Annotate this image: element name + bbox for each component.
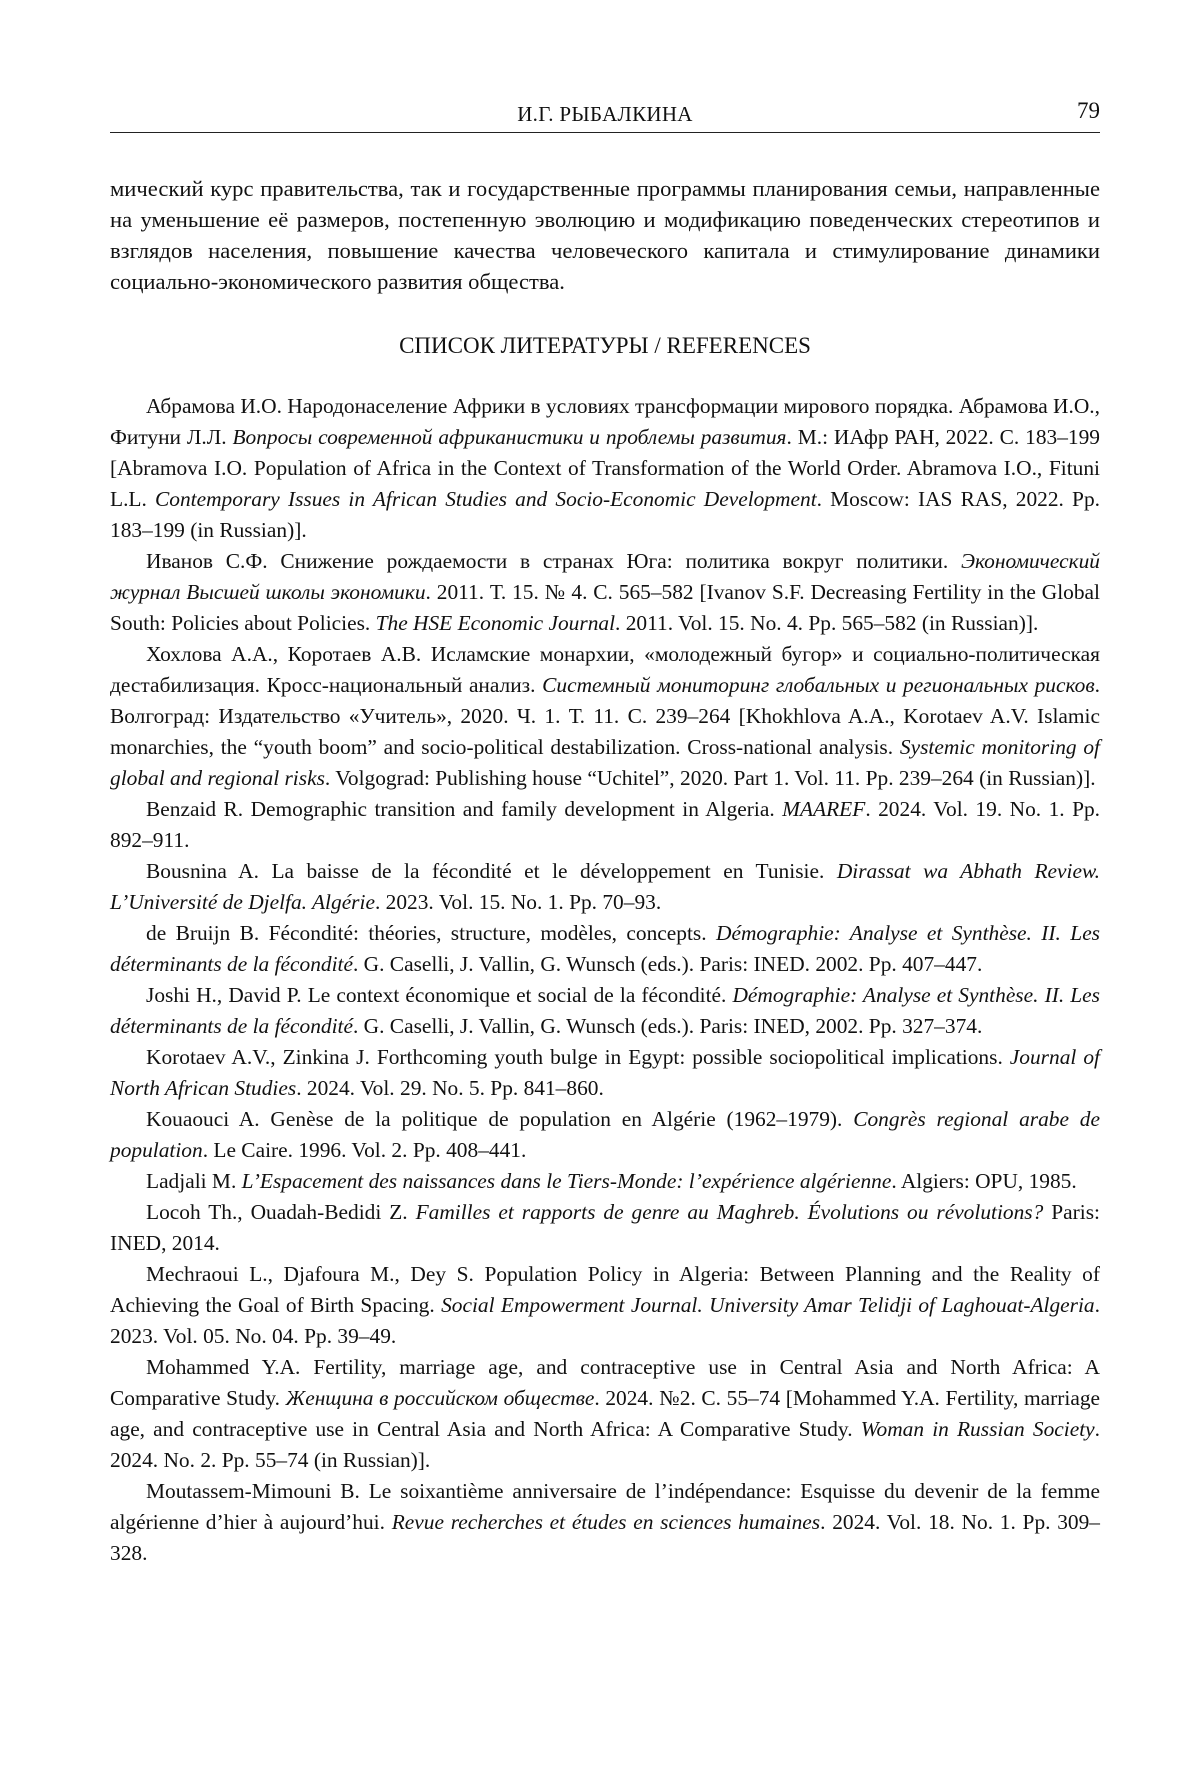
reference-text: Locoh Th., Ouadah-Bedidi Z.: [146, 1200, 416, 1224]
reference-text: . 2011. Vol. 15. No. 4. Pp. 565–582 (in Russian)].: [615, 611, 1039, 635]
running-header: [110, 96, 1100, 133]
reference-entry: [110, 1476, 1100, 1569]
reference-text: . 2024. Vol. 19. No. 1. Pp. 892–911.: [110, 797, 1101, 852]
reference-text: . 2024. №2. С. 55–74 [Mohammed Y.A. Fertility, marriage age, and contraceptive use in Central Asia and North Africa: A Comparative Study.: [110, 1386, 1101, 1441]
reference-text: . G. Caselli, J. Vallin, G. Wunsch (eds.). Paris: INED. 2002. Pp. 407–447.: [352, 952, 983, 976]
reference-text: Benzaid R. Demographic transition and family development in Algeria.: [146, 797, 783, 821]
reference-text: . Moscow: IAS RAS, 2022. Pp. 183–199 (in Russian)].: [110, 487, 1100, 542]
reference-italic-title: Woman in Russian Society: [860, 1417, 1095, 1441]
reference-italic-title: Экономический журнал Высшей школы экономики: [110, 549, 1100, 604]
reference-italic-title: Женщина в российском обществе: [285, 1386, 595, 1410]
reference-entry: [110, 794, 1100, 856]
reference-list: [110, 391, 1100, 1569]
reference-italic-title: MAAREF: [782, 797, 866, 821]
reference-text: . 2011. Т. 15. № 4. С. 565–582 [Ivanov S.F. Decreasing Fertility in the Global South: Policies about Policies.: [110, 580, 1100, 635]
reference-italic-title: Вопросы современной африканистики и проблемы развития: [232, 425, 787, 449]
reference-entry: [110, 1197, 1100, 1259]
reference-italic-title: Revue recherches et études en sciences humaines: [391, 1510, 821, 1534]
reference-entry: [110, 980, 1100, 1042]
reference-text: . М.: ИАфр РАН, 2022. С. 183–199 [Abramova I.O. Population of Africa in the Context of Transformation of the World Order. Abramova I.O., Fituni L.L.: [110, 425, 1100, 511]
reference-text: Ladjali M.: [146, 1169, 242, 1193]
reference-text: . 2024. Vol. 18. No. 1. Pp. 309–328.: [110, 1510, 1100, 1565]
reference-text: Moutassem-Mimouni B. Le soixantième anniversaire de l’indépendance: Esquisse du devenir de la femme algérienne d’hier à aujourd’hui.: [110, 1479, 1100, 1534]
reference-text: . G. Caselli, J. Vallin, G. Wunsch (eds.). Paris: INED, 2002. Pp. 327–374.: [352, 1014, 983, 1038]
reference-italic-title: Social Empowerment Journal. University Amar Telidji of Laghouat-Algeria: [441, 1293, 1095, 1317]
reference-text: Bousnina A. La baisse de la fécondité et le développement en Tunisie.: [146, 859, 837, 883]
reference-italic-title: Démographie: Analyse et Synthèse. II. Les déterminants de la fécondité: [110, 983, 1100, 1038]
page-number: 79: [1077, 98, 1100, 123]
reference-text: . Le Caire. 1996. Vol. 2. Pp. 408–441.: [202, 1138, 527, 1162]
reference-italic-title: Congrès regional arabe de population: [110, 1107, 1100, 1162]
reference-entry: [110, 1042, 1100, 1104]
reference-text: . Algiers: OPU, 1985.: [891, 1169, 1077, 1193]
reference-text: Mechraoui L., Djafoura M., Dey S. Population Policy in Algeria: Between Planning and the Reality of Achieving the Goal of Birth Spacing.: [110, 1262, 1100, 1317]
reference-text: Абрамова И.О. Народонаселение Африки в условиях трансформации мирового порядка. Абрамова И.О., Фитуни Л.Л.: [110, 394, 1100, 449]
reference-text: Иванов С.Ф. Снижение рождаемости в странах Юга: политика вокруг политики.: [146, 549, 961, 573]
reference-entry: [110, 546, 1100, 639]
reference-text: . 2023. Vol. 05. No. 04. Pp. 39–49.: [110, 1293, 1100, 1348]
reference-text: Mohammed Y.A. Fertility, marriage age, and contraceptive use in Central Asia and North Africa: A Comparative Study.: [110, 1355, 1100, 1410]
reference-italic-title: Contemporary Issues in African Studies and Socio-Economic Development: [155, 487, 817, 511]
reference-text: Paris: INED, 2014.: [110, 1200, 1100, 1255]
reference-text: . 2024. Vol. 29. No. 5. Pp. 841–860.: [296, 1076, 604, 1100]
reference-entry: [110, 1166, 1100, 1197]
reference-text: . Volgograd: Publishing house “Uchitel”, 2020. Part 1. Vol. 11. Pp. 239–264 (in Russian)].: [324, 766, 1096, 790]
reference-text: Хохлова А.А., Коротаев А.В. Исламские монархии, «молодежный бугор» и социально-политическая дестабилизация. Кросс-национальный анализ.: [110, 642, 1100, 697]
reference-italic-title: L’Espacement des naissances dans le Tiers-Monde: l’expérience algérienne: [241, 1169, 892, 1193]
reference-entry: [110, 1259, 1100, 1352]
reference-text: Kouaouci A. Genèse de la politique de population en Algérie (1962–1979).: [146, 1107, 854, 1131]
reference-text: . Волгоград: Издательство «Учитель», 2020. Ч. 1. Т. 11. С. 239–264 [Khokhlova A.A., Korotaev A.V. Islamic monarchies, the “youth boom” and socio-political destabilization. Cross-national analysis.: [110, 673, 1100, 759]
reference-entry: [110, 918, 1100, 980]
reference-text: . 2023. Vol. 15. No. 1. Pp. 70–93.: [374, 890, 662, 914]
reference-entry: [110, 1104, 1100, 1166]
reference-italic-title: Familles et rapports de genre au Maghreb. Évolutions ou révolutions?: [415, 1200, 1044, 1224]
journal-page: [110, 96, 1100, 1569]
reference-italic-title: Системный мониторинг глобальных и региональных рисков: [542, 673, 1095, 697]
reference-text: de Bruijn B. Fécondité: théories, structure, modèles, concepts.: [146, 921, 717, 945]
reference-entry: [110, 639, 1100, 794]
body-paragraph: мический курс правительства, так и государственные программы планирования семьи, направленные на уменьшение её размеров, постепенную эволюцию и модификацию поведенческих стереотипов и взглядов населения, повышение качества человеческого капитала и стимулирование динамики социально-экономического развития общества.: [110, 176, 1100, 294]
reference-italic-title: Journal of North African Studies: [110, 1045, 1100, 1100]
reference-text: . 2024. No. 2. Pp. 55–74 (in Russian)].: [110, 1417, 1100, 1472]
reference-entry: [110, 1352, 1100, 1476]
reference-italic-title: Systemic monitoring of global and regional risks: [110, 735, 1100, 790]
references-heading: СПИСОК ЛИТЕРАТУРЫ / REFERENCES: [399, 333, 811, 358]
reference-entry: [110, 391, 1100, 546]
reference-italic-title: The HSE Economic Journal: [375, 611, 616, 635]
reference-entry: [110, 856, 1100, 918]
reference-text: Joshi H., David P. Le context économique et social de la fécondité.: [146, 983, 733, 1007]
reference-italic-title: Démographie: Analyse et Synthèse. II. Les déterminants de la fécondité: [110, 921, 1101, 976]
running-header-author: И.Г. РЫБАЛКИНА: [517, 102, 693, 126]
reference-text: Korotaev A.V., Zinkina J. Forthcoming youth bulge in Egypt: possible sociopolitical implications.: [146, 1045, 1010, 1069]
reference-italic-title: Dirassat wa Abhath Review. L’Université de Djelfa. Algérie: [110, 859, 1100, 914]
